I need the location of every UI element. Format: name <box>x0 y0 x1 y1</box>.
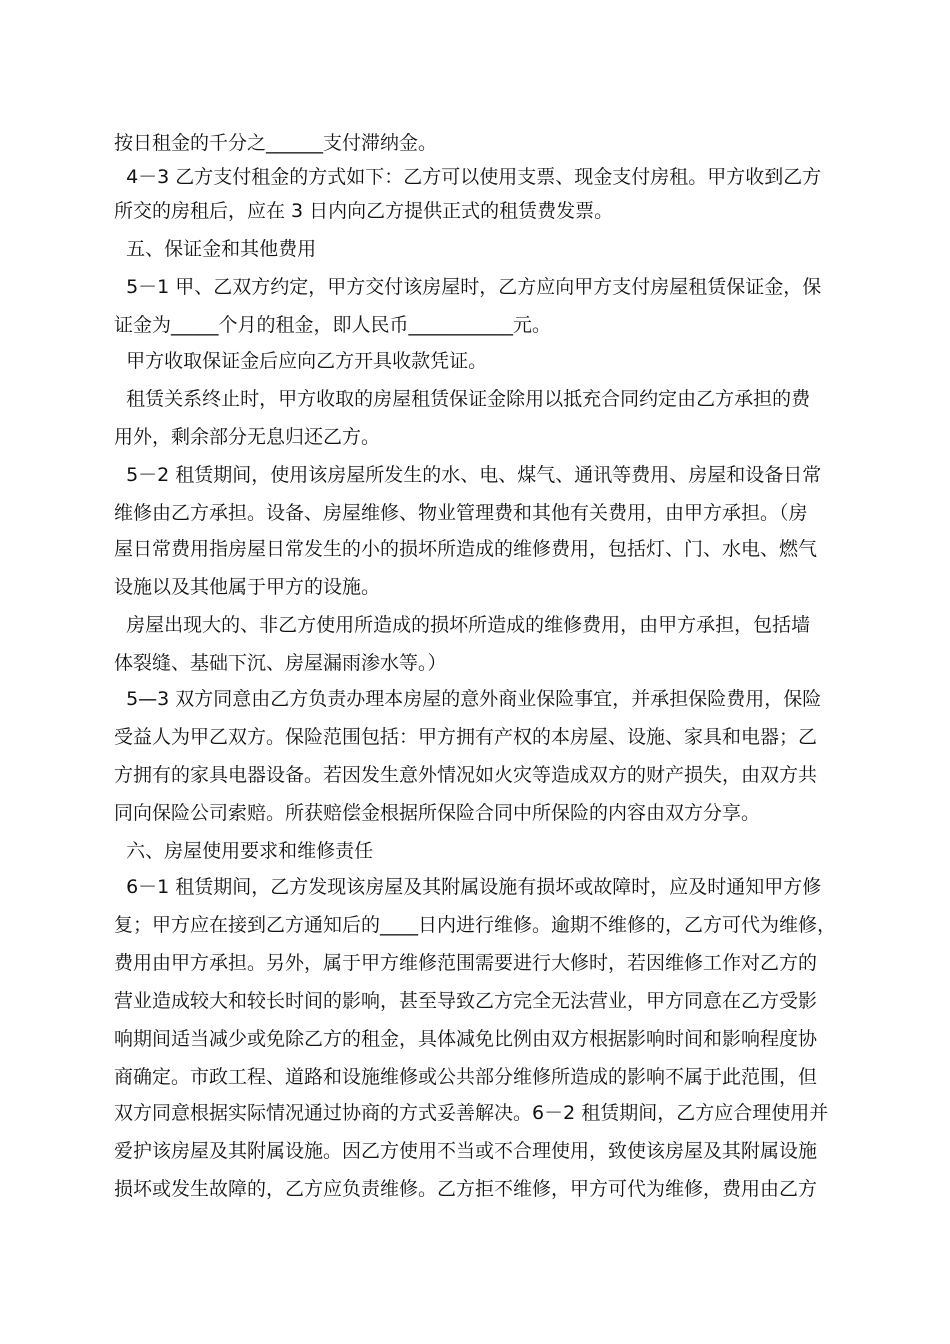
text-line: 所交的房租后，应在 3 日内向乙方提供正式的租赁费发票。 <box>114 200 614 222</box>
text-line: 维修由乙方承担。设备、房屋维修、物业管理费和其他有关费用，由甲方承担。（房 <box>114 502 808 524</box>
text-line: 6－1 租赁期间，乙方发现该房屋及其附属设施有损坏或故障时，应及时通知甲方修 <box>114 876 822 898</box>
text-line: 甲方收取保证金后应向乙方开具收款凭证。 <box>114 350 488 372</box>
text-line: 营业造成较大和较长时间的影响，甚至导致乙方完全无法营业，甲方同意在乙方受影 <box>114 990 818 1012</box>
text-line: 商确定。市政工程、道路和设施维修或公共部分维修所造成的影响不属于此范围，但 <box>114 1066 818 1088</box>
text-line: 用外，剩余部分无息归还乙方。 <box>114 426 381 448</box>
text-line: 房屋出现大的、非乙方使用所造成的损坏所造成的维修费用，由甲方承担，包括墙 <box>114 614 811 636</box>
text-line: 损坏或发生故障的，乙方应负责维修。乙方拒不维修，甲方可代为维修，费用由乙方 <box>114 1178 818 1200</box>
text-line: 4－3 乙方支付租金的方式如下：乙方可以使用支票、现金支付房租。甲方收到乙方 <box>114 166 822 188</box>
text-line: 5—3 双方同意由乙方负责办理本房屋的意外商业保险事宜，并承担保险费用，保险 <box>114 688 822 710</box>
text-line: 双方同意根据实际情况通过协商的方式妥善解决。6－2 租赁期间，乙方应合理使用并 <box>114 1102 829 1124</box>
section-heading: 五、保证金和其他费用 <box>114 238 317 260</box>
text-line: 5－1 甲、乙双方约定，甲方交付该房屋时，乙方应向甲方支付房屋租赁保证金，保 <box>114 276 822 298</box>
text-line: 5－2 租赁期间，使用该房屋所发生的水、电、煤气、通讯等费用、房屋和设备日常 <box>114 464 822 486</box>
text-line: 屋日常费用指房屋日常发生的小的损坏所造成的维修费用，包括灯、门、水电、燃气 <box>114 538 818 560</box>
text-line: 响期间适当减少或免除乙方的租金，具体减免比例由双方根据影响时间和影响程度协 <box>114 1028 818 1050</box>
text-line: 方拥有的家具电器设备。若因发生意外情况如火灾等造成双方的财产损失，由双方共 <box>114 764 818 786</box>
text-line: 租赁关系终止时，甲方收取的房屋租赁保证金除用以抵充合同约定由乙方承担的费 <box>114 388 811 410</box>
text-line: 设施以及其他属于甲方的设施。 <box>114 576 381 598</box>
text-line: 证金为_____个月的租金，即人民币___________元。 <box>114 314 552 336</box>
text-line: 复；甲方应在接到乙方通知后的____日内进行维修。逾期不维修的，乙方可代为维修， <box>114 914 837 936</box>
text-line: 按日租金的千分之______支付滞纳金。 <box>114 132 438 154</box>
text-line: 受益人为甲乙双方。保险范围包括：甲方拥有产权的本房屋、设施、家具和电器；乙 <box>114 726 818 748</box>
section-heading: 六、房屋使用要求和维修责任 <box>114 840 374 862</box>
text-line: 费用由甲方承担。另外，属于甲方维修范围需要进行大修时，若因维修工作对乙方的 <box>114 952 818 974</box>
text-line: 同向保险公司索赔。所获赔偿金根据所保险合同中所保险的内容由双方分享。 <box>114 802 761 824</box>
text-line: 爱护该房屋及其附属设施。因乙方使用不当或不合理使用，致使该房屋及其附属设施 <box>114 1140 818 1162</box>
text-line: 体裂缝、基础下沉、房屋漏雨渗水等。） <box>114 652 447 674</box>
